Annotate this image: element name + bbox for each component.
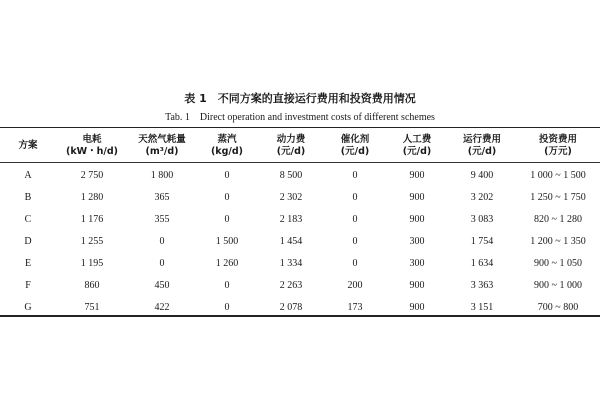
table-cell: 0 (224, 279, 230, 291)
table-cell: G (24, 301, 32, 313)
table-cell: 1 754 (470, 235, 494, 247)
table-cell: 820 ~ 1 280 (534, 213, 582, 225)
table-cell: 1 634 (470, 257, 494, 269)
table-cell: 1 255 (80, 235, 104, 247)
table-caption-en: Tab. 1 Direct operation and investment costs of different schemes (165, 112, 435, 123)
header-operating-cost: 运行费用 (元/d) (462, 134, 501, 157)
table-cell: A (24, 169, 32, 181)
table-cell: 1 334 (279, 257, 303, 269)
table-caption-cn: 表 1 不同方案的直接运行费用和投资费用情况 (184, 92, 416, 105)
table-row (0, 208, 600, 230)
header-scheme: 方案 (18, 140, 38, 151)
table-cell: 8 500 (279, 169, 303, 181)
table-cell: D (24, 235, 32, 247)
table-cell: 0 (224, 191, 230, 203)
table-cell: 2 302 (279, 191, 303, 203)
table-body (0, 162, 600, 318)
table-cell: 1 000 ~ 1 500 (530, 169, 586, 181)
table-cell: 900 ~ 1 050 (534, 257, 582, 269)
table-cell: 300 (409, 257, 425, 269)
table-cell: 1 454 (279, 235, 303, 247)
table-cell: 900 (409, 169, 425, 181)
table-cell: E (24, 257, 32, 269)
table-cell: 1 500 (215, 235, 239, 247)
table-cell: 0 (159, 257, 165, 269)
table-cell: 900 (409, 191, 425, 203)
table-cell: 1 200 ~ 1 350 (530, 235, 586, 247)
table-cell: 0 (224, 301, 230, 313)
table-cell: 3 083 (470, 213, 494, 225)
table-cell: 0 (352, 191, 358, 203)
table-cell: 900 (409, 301, 425, 313)
header-catalyst: 催化剂 (元/d) (340, 134, 370, 157)
table-cell: 365 (154, 191, 170, 203)
table-cell: 0 (224, 169, 230, 181)
table-cell: 200 (347, 279, 363, 291)
table-row (0, 230, 600, 252)
table-cell: B (24, 191, 32, 203)
table-cell: 3 151 (470, 301, 494, 313)
table-cell: 2 078 (279, 301, 303, 313)
table-row (0, 252, 600, 274)
table-cell: 9 400 (470, 169, 494, 181)
table-cell: 1 260 (215, 257, 239, 269)
header-labor: 人工费 (元/d) (402, 134, 432, 157)
table-cell: 173 (347, 301, 363, 313)
header-gas: 天然气耗量 (m³/d) (138, 134, 186, 157)
table-cell: 2 263 (279, 279, 303, 291)
header-steam: 蒸汽 (kg/d) (210, 134, 244, 157)
table-cell: 0 (224, 213, 230, 225)
table-cell: 0 (352, 169, 358, 181)
table-cell: 450 (154, 279, 170, 291)
table-cell: 1 280 (80, 191, 104, 203)
table-cell: 0 (352, 213, 358, 225)
cost-table (0, 130, 600, 318)
table-cell: 1 800 (150, 169, 174, 181)
table-cell: 1 250 ~ 1 750 (530, 191, 586, 203)
table-row (0, 162, 600, 186)
table-cell: 751 (84, 301, 100, 313)
table-cell: 3 363 (470, 279, 494, 291)
table-cell: 900 ~ 1 000 (534, 279, 582, 291)
table-cell: 2 183 (279, 213, 303, 225)
table-cell: 422 (154, 301, 170, 313)
table-cell: 900 (409, 279, 425, 291)
table-cell: 1 195 (80, 257, 104, 269)
table-top-rule (0, 127, 600, 128)
table-cell: 355 (154, 213, 170, 225)
header-investment: 投资费用 (万元) (538, 134, 577, 157)
table-row (0, 186, 600, 208)
table-row (0, 296, 600, 318)
table-cell: 300 (409, 235, 425, 247)
table-cell: 700 ~ 800 (537, 301, 579, 313)
table-row (0, 274, 600, 296)
table-cell: 3 202 (470, 191, 494, 203)
header-row (0, 130, 600, 162)
table-cell: 1 176 (80, 213, 104, 225)
table-cell: 0 (352, 257, 358, 269)
table-cell: C (24, 213, 32, 225)
table-cell: 860 (84, 279, 100, 291)
table-cell: 900 (409, 213, 425, 225)
header-power: 电耗 (kW・h/d) (65, 134, 118, 157)
table-cell: F (25, 279, 31, 291)
header-power-cost: 动力费 (元/d) (276, 134, 306, 157)
table-cell: 0 (352, 235, 358, 247)
table-cell: 2 750 (80, 169, 104, 181)
table-cell: 0 (159, 235, 165, 247)
